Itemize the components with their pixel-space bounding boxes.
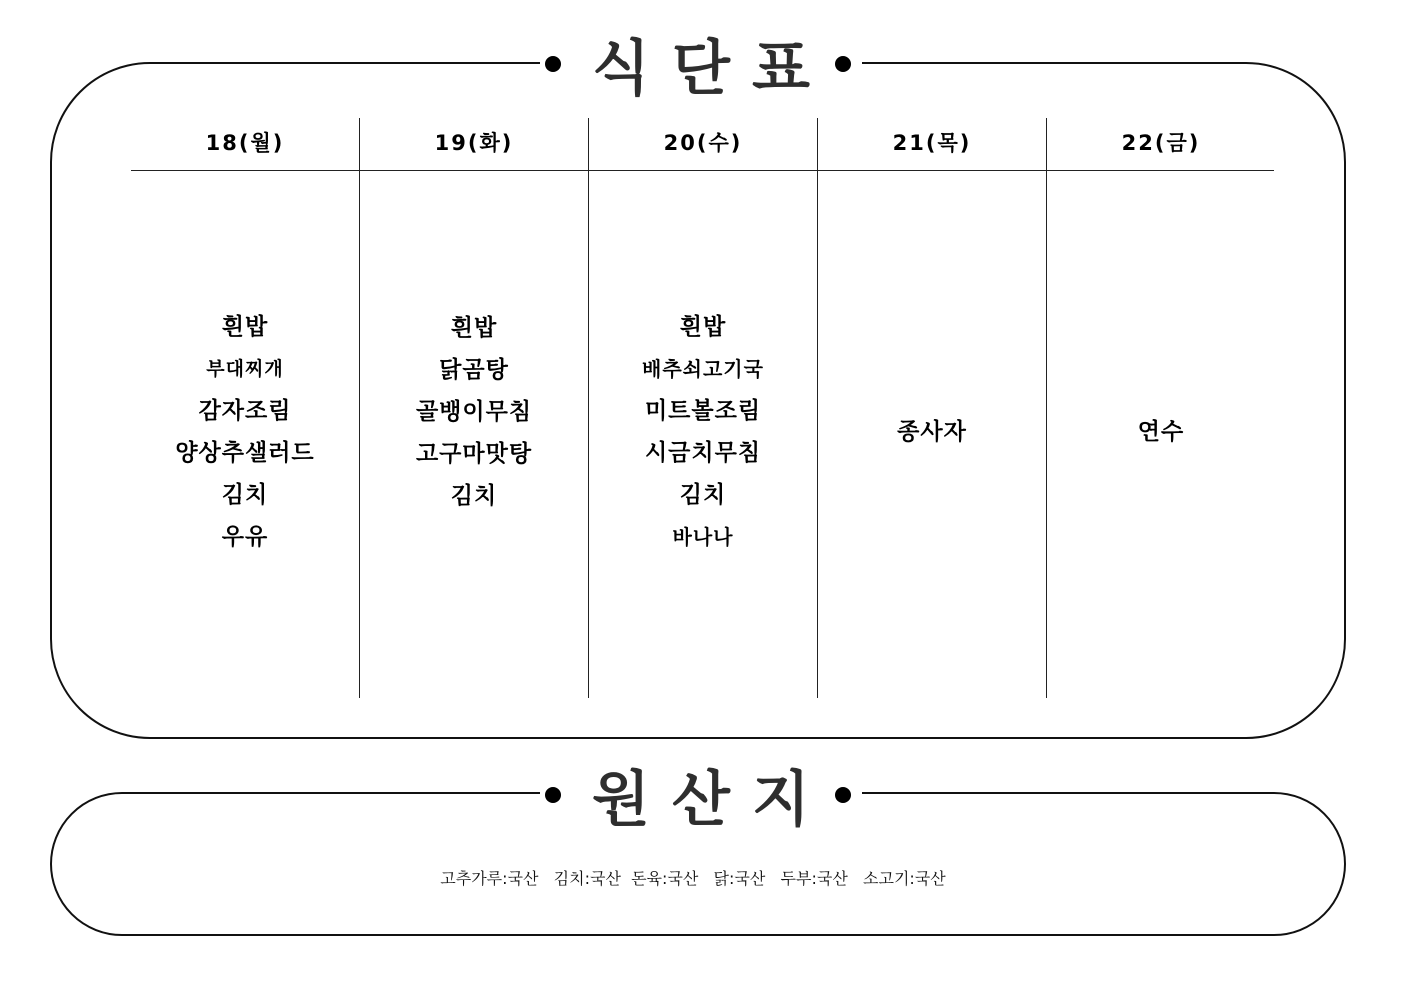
day-column-fri [1047,118,1275,698]
menu-items [131,172,359,692]
title-dot-left [545,56,561,72]
menu-item: 감자조림 [198,398,292,424]
menu-item: 미트볼조림 [644,398,762,424]
day-header: 19(화) [434,131,514,155]
title-dot-right [835,56,851,72]
day-column-tue [360,118,588,698]
menu-item: 흰밥 [221,314,269,340]
menu-item: 시금치무침 [644,440,762,466]
menu-item: 흰밥 [679,314,727,340]
menu-item: 양상추샐러드 [175,440,315,466]
origin-text: 고추가루:국산 김치:국산 돈육:국산 닭:국산 두부:국산 소고기:국산 [440,869,946,888]
title-dot-right [835,787,851,803]
menu-title: 식단표 [592,34,832,104]
day-header: 18(월) [205,131,285,155]
title-dot-left [545,787,561,803]
menu-item: 연수 [1137,419,1185,445]
menu-item: 골뱅이무침 [415,399,533,425]
menu-item: 종사자 [897,419,967,445]
menu-items [1047,172,1275,692]
day-column-mon [131,118,359,698]
origin-title-band [540,755,862,835]
menu-item: 닭곰탕 [439,357,509,383]
day-header: 22(금) [1121,131,1201,155]
menu-items [360,152,588,672]
menu-item: 고구마맛탕 [415,441,533,467]
origin-title: 원산지 [592,765,832,835]
menu-item: 배추쇠고기국 [642,357,764,381]
day-header: 20(수) [663,131,743,155]
day-column-thu [818,118,1046,698]
menu-items [818,172,1046,692]
menu-item: 바나나 [672,525,734,549]
menu-item: 김치 [221,482,269,508]
menu-item: 김치 [450,483,498,509]
menu-item: 부대찌개 [206,358,284,380]
day-column-wed [589,118,817,698]
menu-item: 흰밥 [450,315,498,341]
menu-table [131,118,1274,698]
day-header: 21(목) [892,131,972,155]
menu-title-band [540,24,862,104]
menu-items [589,172,817,692]
menu-item: 우유 [221,524,269,550]
menu-item: 김치 [679,482,727,508]
